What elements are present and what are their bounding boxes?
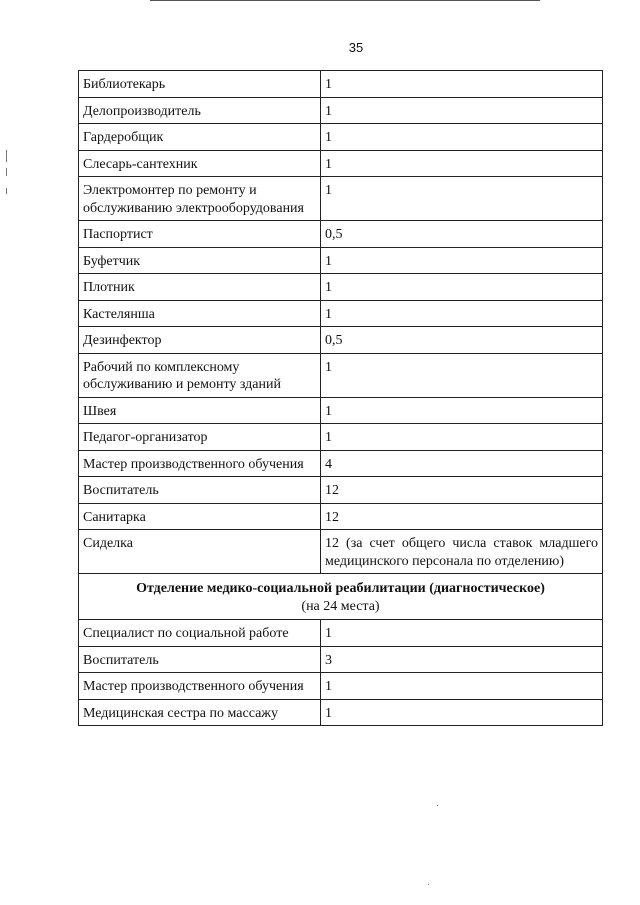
position-name-cell: Специалист по социальной работе (79, 620, 321, 647)
table-row (79, 221, 603, 248)
staff-count-cell: 1 (321, 699, 603, 726)
staff-count-cell: 1 (321, 397, 603, 424)
position-name-cell: Сиделка (79, 530, 321, 574)
section-title: Отделение медико-социальной реабилитации (диагностическое) (136, 581, 545, 596)
table-row (79, 247, 603, 274)
position-name-cell: Воспитатель (79, 477, 321, 504)
staff-count-cell: 0,5 (321, 327, 603, 354)
position-name-cell: Швея (79, 397, 321, 424)
position-name-cell: Электромонтер по ремонту и обслуживанию электрооборудования (79, 177, 321, 221)
position-name-cell: Гардеробщик (79, 124, 321, 151)
position-name-cell: Библиотекарь (79, 71, 321, 98)
position-name-cell: Паспортист (79, 221, 321, 248)
position-name-cell: Буфетчик (79, 247, 321, 274)
table-row (79, 673, 603, 700)
position-name-cell: Плотник (79, 274, 321, 301)
staff-count-cell: 1 (321, 150, 603, 177)
table-row (79, 353, 603, 397)
position-name-cell: Санитарка (79, 503, 321, 530)
staff-count-cell: 3 (321, 646, 603, 673)
staff-count-cell: 1 (321, 274, 603, 301)
table-row (79, 530, 603, 574)
staff-count-cell: 1 (321, 97, 603, 124)
position-name-cell: Кастелянша (79, 300, 321, 327)
table-row (79, 274, 603, 301)
staff-count-cell: 0,5 (321, 221, 603, 248)
scan-speck (428, 884, 429, 885)
staff-count-cell: 1 (321, 353, 603, 397)
position-name-cell: Мастер производственного обучения (79, 450, 321, 477)
staff-count-cell: 1 (321, 124, 603, 151)
staff-table-bottom-body (79, 620, 603, 726)
page-number: 35 (348, 40, 364, 55)
staff-count-cell: 1 (321, 424, 603, 451)
staff-count-cell: 1 (321, 177, 603, 221)
table-row (79, 646, 603, 673)
position-name-cell: Воспитатель (79, 646, 321, 673)
position-name-cell: Дезинфектор (79, 327, 321, 354)
position-name-cell: Мастер производственного обучения (79, 673, 321, 700)
staff-count-cell: 12 (321, 503, 603, 530)
table-row (79, 503, 603, 530)
scan-margin-mark (6, 150, 7, 162)
table-row (79, 177, 603, 221)
staff-table (78, 70, 603, 726)
staff-count-cell: 1 (321, 620, 603, 647)
table-row (79, 150, 603, 177)
staff-count-cell: 12 (321, 477, 603, 504)
staff-count-cell: 1 (321, 247, 603, 274)
staff-count-cell: 4 (321, 450, 603, 477)
staff-count-cell: 1 (321, 300, 603, 327)
staff-table-top-body (79, 71, 603, 574)
position-name-cell: Педагог-организатор (79, 424, 321, 451)
staff-count-cell: 1 (321, 673, 603, 700)
staff-table-section (79, 574, 603, 620)
table-row (79, 424, 603, 451)
section-header-cell (79, 574, 603, 620)
table-row (79, 124, 603, 151)
position-name-cell: Рабочий по комплексному обслуживанию и ремонту зданий (79, 353, 321, 397)
position-name-cell: Делопроизводитель (79, 97, 321, 124)
scan-margin-mark (6, 188, 7, 194)
table-row (79, 477, 603, 504)
table-row (79, 397, 603, 424)
table-row (79, 71, 603, 98)
table-row (79, 450, 603, 477)
table-row (79, 327, 603, 354)
table-row (79, 699, 603, 726)
position-name-cell: Слесарь-сантехник (79, 150, 321, 177)
scan-speck (437, 805, 438, 806)
staff-count-cell: 12 (за счет общего числа ставок младшего медицинского персонала по отделению) (321, 530, 603, 574)
table-row (79, 300, 603, 327)
scan-top-edge-line (150, 0, 540, 1)
position-name-cell: Медицинская сестра по массажу (79, 699, 321, 726)
table-row (79, 620, 603, 647)
section-header-row (79, 574, 603, 620)
section-subtitle: (на 24 места) (301, 598, 380, 614)
scan-margin-mark (6, 168, 7, 176)
table-row (79, 97, 603, 124)
staff-count-cell: 1 (321, 71, 603, 98)
